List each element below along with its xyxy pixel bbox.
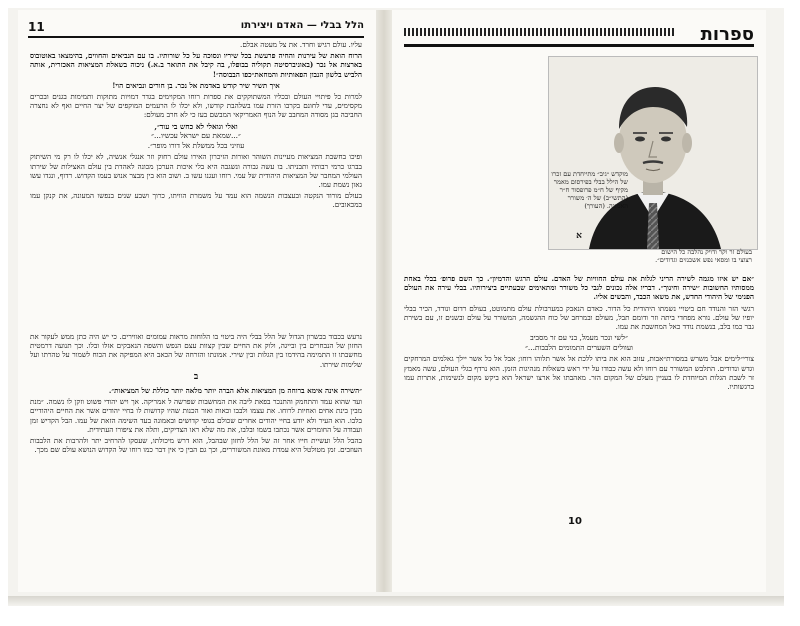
section-a-heading: א xyxy=(576,231,582,241)
epigraph-line: בעולם זר וקר ודויק נהלבה כל הישום xyxy=(661,248,752,256)
portrait-photo xyxy=(548,56,758,250)
epigraph-a xyxy=(552,248,752,264)
quote-line: איך תשיר שיר קודש באדמת אל נכר. בן חורים ונביאים הוי! xyxy=(112,80,280,90)
paragraph: ופיכו בחשבת המציאות מעיינות השוהר ואורות הזיכרון האירו עולם רחוק וזר אנגלי אנשיה, לא יכלו לו רק מי השיתוק בברגו כרמי רבותיו ותבניתו. בו עשה גבורה ונשגבה היא בלי איכות הערכן מכונה לאהדת בין עולם האצילות של שירתו העולמי המחבר של המציאות היהודית של עמי. רוחו ועגנו עשו ב. ושוב הוא בין מבצר אנוש בעמו הקדוש. רדוף, ונגדו עשו גאון נשמת עמו. xyxy=(30,152,362,190)
poem-line: ואלי וגואלי לא כחש בי עוד״, xyxy=(154,121,238,131)
left-body-bottom xyxy=(30,332,362,456)
poem-line: ״...שמאת עם ישראל עכשיו...״ xyxy=(151,131,241,141)
page-shadow xyxy=(8,596,784,606)
paragraph: הרוח הואת של עירנות והחיה פרעשת בכל שיריו ונסוכה על כל שורותיו. בו עם הנביאים והחווים, בהימצאו באוטובוס בארצות אל נכר (באוניברסיטה תקוליה בבופלו, בה קיבל את התואר ב.א.) ניכוה בשאלת המציאות האכזרית, אותה הלביש בלשון הנבון הפאותיות והמחאת״כפו הבבוסה״! xyxy=(30,51,362,79)
left-page-number: 11 xyxy=(28,20,45,34)
paragraph: בעולם מורוד הנקטה ובעצבות הנשמה הוא עמד על משמרת הוויתו, כרוך ושבע שנים בנפשו המעונה, את קנקן עמו במכאובים. xyxy=(30,191,362,210)
paragraph: בהבל הלל ועשיית חייו אחר זה של הלל לחזון שבהבל, הוא דרש מיכולתו, שעסקו להרחיב יתר ולהרבות את הלבבות העוזבים. זמן מטולטל היא עמדת מאונת המשוררים, וכך גם הבין כי אין דבר כמו רוחו של הקדוש הנושא עולם שם מכך. xyxy=(30,436,362,455)
right-page xyxy=(392,10,766,592)
epigraph-line: רצוצי בו ומסאי נפש אשכנזים וגדודים״. xyxy=(655,256,752,264)
dedication-note: מוקדש ״גיב״ מתייחדת עם זכרו של הילל בבלי בפירסום מאמר מקיף של ח״מ פרופסור ח״ר (התשי״ב) של ה׳ משורר האמונה. (העורך) xyxy=(551,170,628,210)
poem-line: ״לשי ונכר מעמל, בני עם זר מסביב xyxy=(530,333,628,343)
header-rule xyxy=(404,28,674,36)
right-body xyxy=(404,274,754,393)
portrait-image xyxy=(549,57,757,249)
running-head: הלל בבלי — האדם ויצירתו xyxy=(240,20,364,31)
paragraph: צורי״לימים אבל משרש במסורת״אבות, עזוב הוא את ביתו ללכת אל אשר תלוהו רוחו; אבל אל כל אשר יילך גאלמים המרחקים וגדש ונדודים. התלבש המשורר עם רוחו ולא עשה כבודו על ידי ראש בשאלות מנהיגות הזמן. הוא נרדף בגלי העולם, עשה מאמץ זר לשבת הגלות המיוחדת לו בעניין מעלם של המקום הזר. מאהבתו אל ארצו ישראל הוא ביקש מקום לנשימות, אתרות עמו ברגשותיו. xyxy=(403,354,754,392)
paragraph: רגשי הזר והנודד חם ביטויי נשמתו היהודית כל הדור. כאדם הנאבק במערבולת עולם מתמוטט, בעולם רדום ונודד, הכיר בבלי יופיו של עולם. נורא מפחדי ביתה וזר ודומם תבל, מעולם ובמרחב של כוח ההגשמה, המשורר על עולם ובשנים זו, עם בשירת גבר כמו בלב, בנשמת נודד כאל המחשבת את עמו. xyxy=(404,303,754,332)
epigraph-b: ״השירה אינה אימא ברוחה מן המציאות אלא הברה יותר מלאה יותר כוללת של המציאות״. xyxy=(108,386,362,396)
left-page xyxy=(18,10,376,592)
book-gutter xyxy=(376,10,392,592)
paragraph: נרעש בכבוד בכשרון הגדול של הלל בבלי היה ביטוי בו הלוחות מראות עמומים ואווירים. כי יש היה כתן ממש לעקור את החזון של הנבחרים בין ובייגה, ולוק את החיים שבין קצוות עצם הנפש והשפה הנאבקים אזלו ובלו. וכך תנועה דרמטית מחשבתו זו התמימה בהידמו בין הגלות ובין שירי. אמונתו והזרחה של הכאב היא המפיקה את הכוח לשמור על טהרתו ועל שלימות שירתו. xyxy=(30,332,362,369)
right-page-number: 10 xyxy=(568,516,582,527)
section-header xyxy=(404,24,754,47)
paragraph: למרות כל פיתויי העולם ובכליו המשתוקקים את ספרות רוחו המקוימים בגדר דמויות מתוקות ותמימות בגנים ובכרים מקסימים, עדי לחונם בקרבו הזרת עמו בשלהבת קודשו, ולא יכלו לו הרעמים המוקפים של יצר החיים ואף לא נחצרה החביבה בגן מסודה המחבב של הנוף האמריקאי המבשם בעז כי לא חרב מעולם: xyxy=(30,92,362,120)
paragraph: ״אם יש איזו מגמה לשירה הריני לגלות את עולם החוויות של האדם. עולם הרגש והדמיון״. כך השם פרופ׳ בבלי באחת ממסותיו החשובות ״שירה וחינוך״. דבריו אלה נכונים לגבי כל משורר ומתאימים שבעתיים ביצירותיו. בבלי עירה את העולם הפנימי של היהודי החדש, את משאו הכבד, והבשים אליו. xyxy=(404,274,754,302)
left-body-top xyxy=(30,40,362,212)
paragraph: עליו. עולם רגיש וחרד. את צל מעטה אבלם. xyxy=(240,40,362,49)
poem-block xyxy=(404,333,754,352)
poem-block xyxy=(30,122,362,151)
section-b-heading: ב xyxy=(193,371,199,382)
poem-line: ועוולים השערים התמומים הלבבות...״ xyxy=(525,342,633,352)
section-title: ספרות xyxy=(700,24,754,45)
paragraph: ועד שהוא עמד והתחמק והתנכר בפאת ליבה את המחשבות שפרשה ל אמריקה. אך ויש יהודי פשוט וזקן לו נשמה. ״מנת מבין בינת אחים ואחיות לרוחו. את עצמו ולבבו וכאות ואור הכנות שהיו קדושות לו בחיי יהודים אשר את החיים היהודיים בלבו. הוא העיר ולא יודע בחיי יהודים אחרים שכולם בגופי קדושים ובאמונה בעד השימה הזאת של עמו. הבל הקדיש זמן ועבודה על החומרים אשר נכתבו בשמו ובלבו, את מה שלא ראו הצדיקים, ותלה את ציפורו העתידית. xyxy=(30,397,362,434)
poem-line: עוזיני בכל ממשלת אל דורו מופר״. xyxy=(147,140,245,150)
left-running-header xyxy=(28,20,364,38)
